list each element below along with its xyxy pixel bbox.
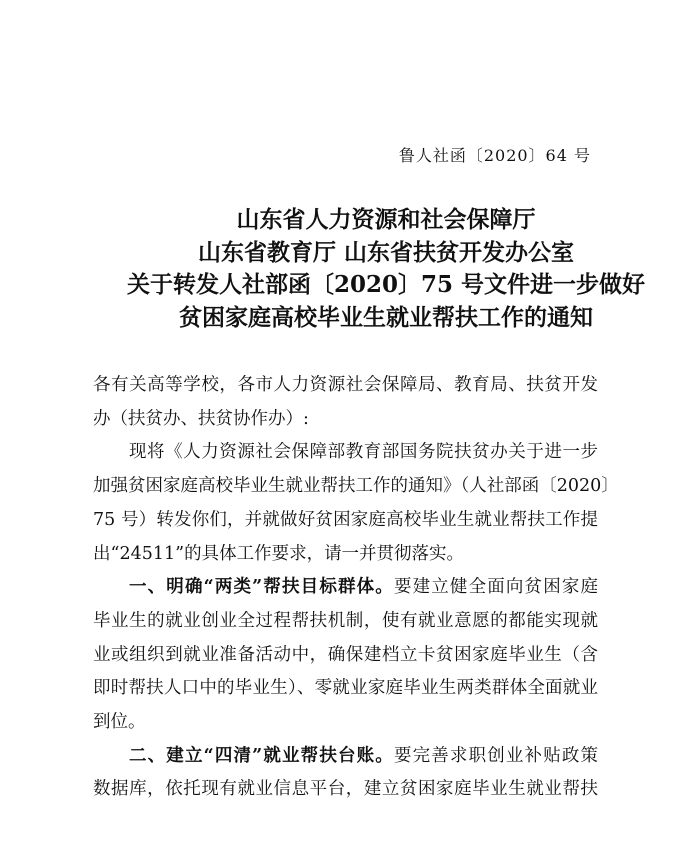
section2-heading: 二、建立“四清”就业帮扶台账。 — [129, 745, 394, 766]
section2-text: 要完善求职创业补贴政策 — [393, 745, 598, 766]
intro-line: 出“24511”的具体工作要求，请一并贯彻落实。 — [93, 543, 465, 564]
section1-first-line — [93, 571, 598, 605]
document-title — [0, 204, 679, 334]
addressee-line: 办（扶贫办、扶贫协作办）: — [93, 408, 309, 429]
section2-line: 数据库，依托现有就业信息平台，建立贫困家庭毕业生就业帮扶 — [93, 779, 598, 800]
addressee-line: 各有关高等学校，各市人力资源社会保障局、教育局、扶贫开发 — [93, 375, 598, 395]
title-line: 山东省人力资源和社会保障厅 — [236, 206, 536, 233]
section1-line: 业或组织到就业准备活动中，确保建档立卡贫困家庭毕业生（含 — [93, 644, 598, 665]
intro-line: 75 号）转发你们，并就做好贫困家庭高校毕业生就业帮扶工作提 — [93, 509, 598, 530]
section2-first-line — [93, 740, 598, 774]
section1-heading: 一、明确“两类”帮扶目标群体。 — [129, 577, 394, 598]
title-line: 山东省教育厅 山东省扶贫开发办公室 — [197, 238, 574, 266]
document-body — [93, 369, 619, 807]
section1-line: 到位。 — [93, 712, 146, 733]
section1-text: 要建立健全面向贫困家庭 — [393, 577, 598, 598]
section1-line: 毕业生的就业创业全过程帮扶机制，使有就业意愿的都能实现就 — [93, 610, 598, 631]
intro-line: 加强贫困家庭高校毕业生就业帮扶工作的通知》（人社部函〔2020〕 — [93, 476, 619, 497]
intro-line: 现将《人力资源社会保障部教育部国务院扶贫办关于进一步 — [129, 442, 598, 463]
document-number: 鲁人社函〔2020〕64 号 — [398, 146, 591, 165]
title-line: 贫困家庭高校毕业生就业帮扶工作的通知 — [179, 303, 593, 331]
section1-line: 即时帮扶人口中的毕业生）、零就业家庭毕业生两类群体全面就业 — [93, 678, 598, 699]
title-line: 关于转发人社部函〔2020〕75 号文件进一步做好 — [126, 271, 646, 298]
